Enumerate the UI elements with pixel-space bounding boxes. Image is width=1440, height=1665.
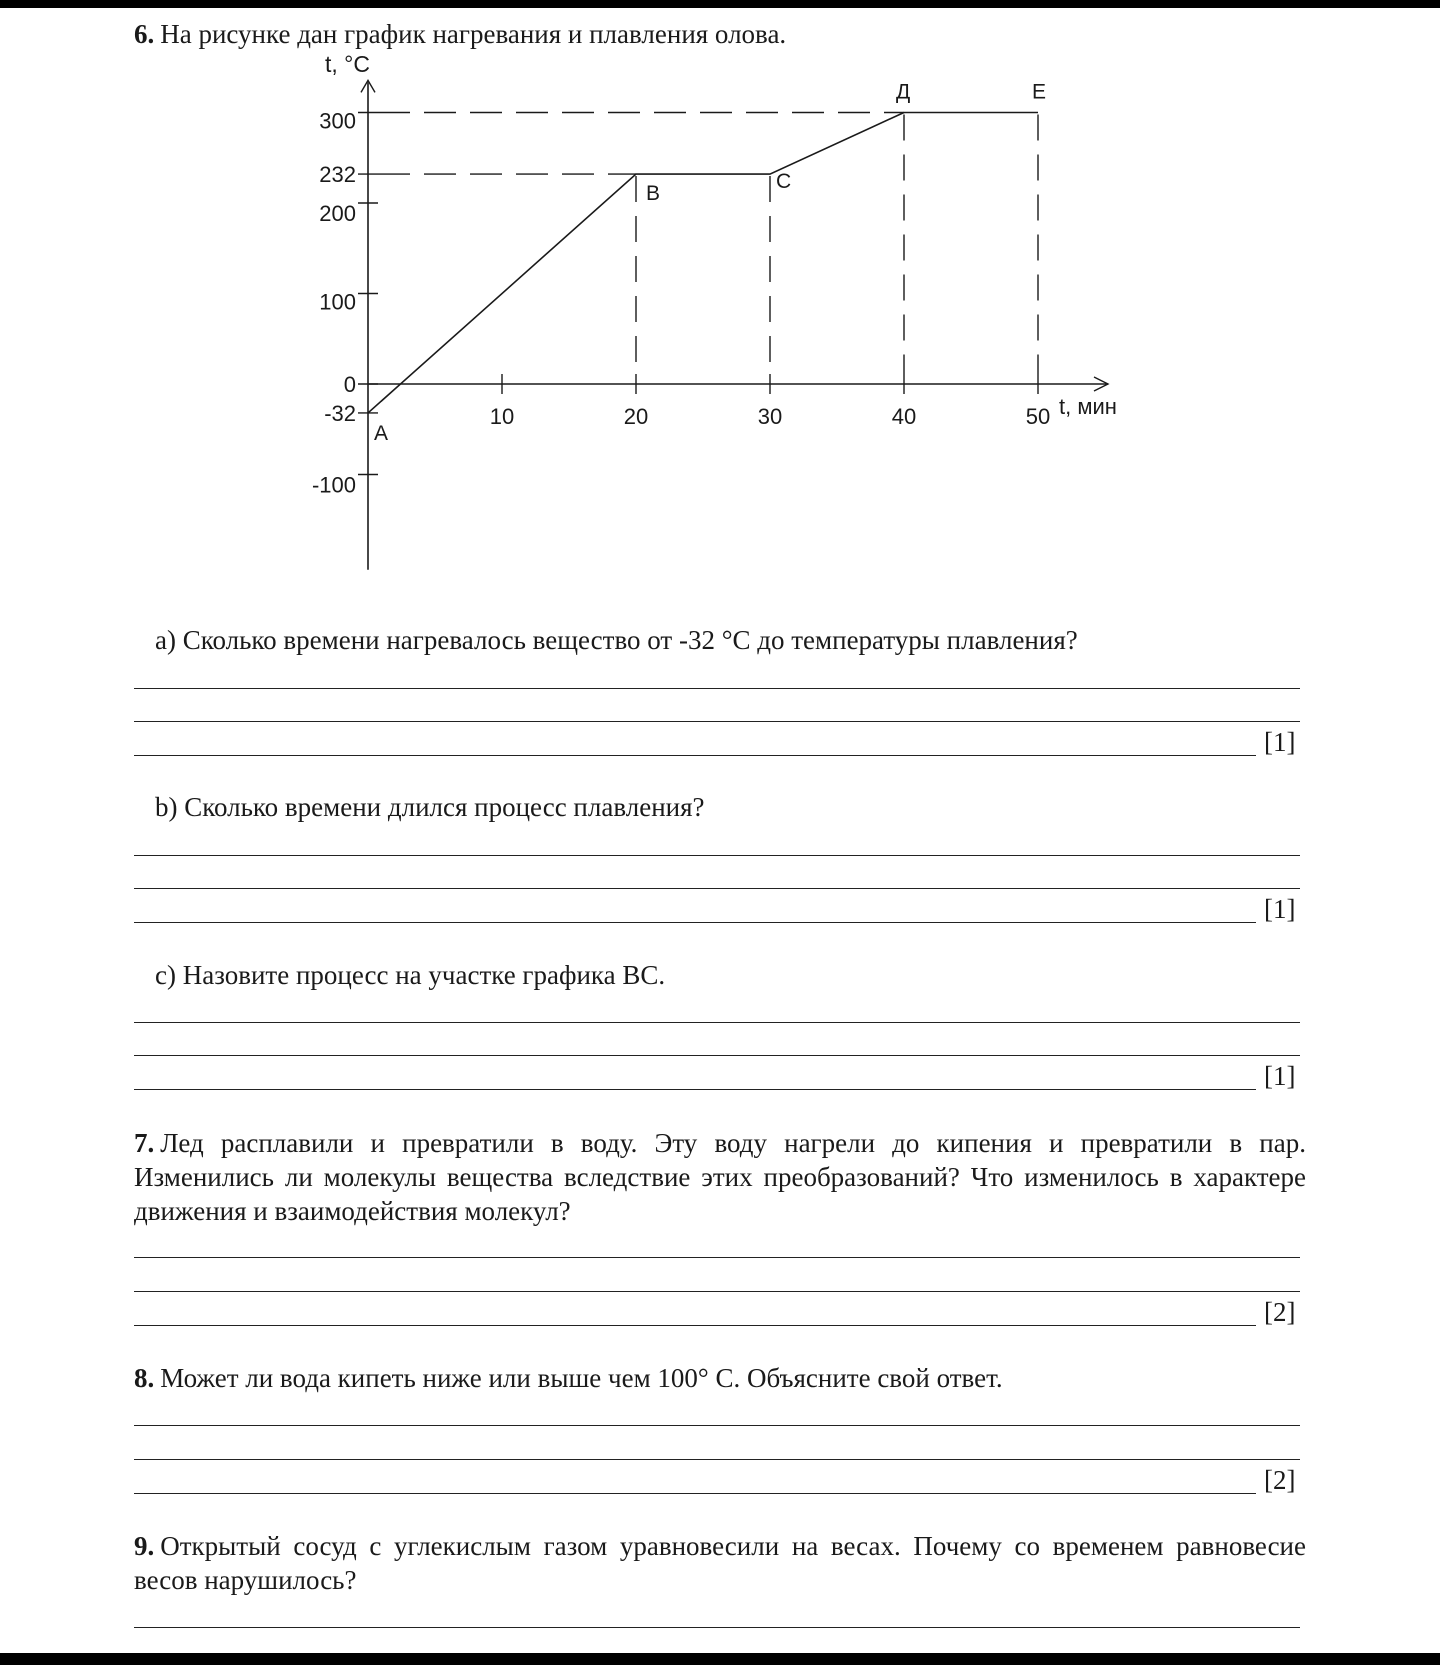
y-tick-label: 300 [319, 108, 356, 134]
chart-axes [358, 80, 1108, 569]
question-6c-text: c) Назовите процесс на участке графика ВС. [155, 960, 666, 990]
question-6-text: На рисунке дан график нагревания и плавления олова. [160, 19, 787, 49]
point-label: A [374, 421, 389, 445]
answer-line[interactable] [134, 1055, 1300, 1056]
question-9-number: 9. [134, 1531, 155, 1561]
question-6-number: 6. [134, 19, 155, 49]
answer-line[interactable] [134, 888, 1300, 889]
y-tick-label: -100 [311, 472, 356, 498]
answer-line[interactable] [134, 922, 1256, 923]
answer-line[interactable] [134, 688, 1300, 689]
question-6a-mark: [1] [1264, 727, 1296, 757]
answer-line[interactable] [134, 1325, 1256, 1326]
y-tick-label: 232 [319, 162, 356, 188]
x-axis-label: t, мин [1059, 394, 1117, 419]
answer-line[interactable] [134, 1459, 1300, 1460]
question-8-mark: [2] [1264, 1465, 1296, 1495]
y-tick-label: -32 [324, 400, 356, 426]
answer-line[interactable] [134, 1089, 1256, 1090]
bottom-border [0, 1653, 1440, 1665]
chart-labels [312, 51, 1117, 498]
point-label: E [1032, 80, 1047, 104]
answer-line[interactable] [134, 721, 1300, 722]
question-9-text: Открытый сосуд с углекислым газом уравновесили на весах. Почему со временем равновесие весов нарушилось? [134, 1531, 1306, 1595]
answer-line[interactable] [134, 1022, 1300, 1023]
question-7-number: 7. [134, 1128, 155, 1158]
chart-guides [378, 113, 1038, 375]
question-7-text: Лед расплавили и превратили в воду. Эту воду нагрели до кипения и превратили в пар. Изменились ли молекулы вещества вследствие этих преобразований? Что изменилось в характере движения и взаимодействия молекул? [134, 1128, 1306, 1226]
answer-line[interactable] [134, 1425, 1300, 1426]
question-9 [134, 1529, 1306, 1597]
question-8-number: 8. [134, 1363, 155, 1393]
y-tick-label: 0 [343, 372, 356, 397]
y-tick-label: 100 [319, 289, 356, 315]
answer-line[interactable] [134, 1257, 1300, 1258]
x-tick-label: 20 [623, 404, 649, 429]
question-6c-mark: [1] [1264, 1061, 1296, 1091]
question-6a-text: a) Сколько времени нагревалось вещество от -32 °С до температуры плавления? [155, 625, 1078, 655]
answer-line[interactable] [134, 755, 1256, 756]
point-label: Д [896, 80, 911, 104]
answer-line[interactable] [134, 855, 1300, 856]
heating-melting-chart [0, 0, 1440, 600]
question-8-text: Может ли вода кипеть ниже или выше чем 100° С. Объясните свой ответ. [160, 1363, 1003, 1393]
point-label: C [776, 170, 792, 194]
x-tick-label: 10 [489, 404, 515, 429]
question-7-mark: [2] [1264, 1297, 1296, 1327]
question-8 [134, 1361, 1306, 1395]
x-tick-label: 50 [1025, 404, 1051, 429]
question-6b-mark: [1] [1264, 894, 1296, 924]
point-label: B [646, 182, 661, 206]
question-7 [134, 1126, 1306, 1228]
question-6b-text: b) Сколько времени длился процесс плавления? [155, 792, 705, 822]
answer-line[interactable] [134, 1493, 1256, 1494]
y-tick-label: 200 [319, 201, 356, 226]
answer-line[interactable] [134, 1627, 1300, 1628]
x-tick-label: 40 [891, 404, 917, 429]
answer-line[interactable] [134, 1291, 1300, 1292]
x-tick-label: 30 [757, 404, 783, 429]
y-axis-label: t, °C [325, 51, 370, 77]
